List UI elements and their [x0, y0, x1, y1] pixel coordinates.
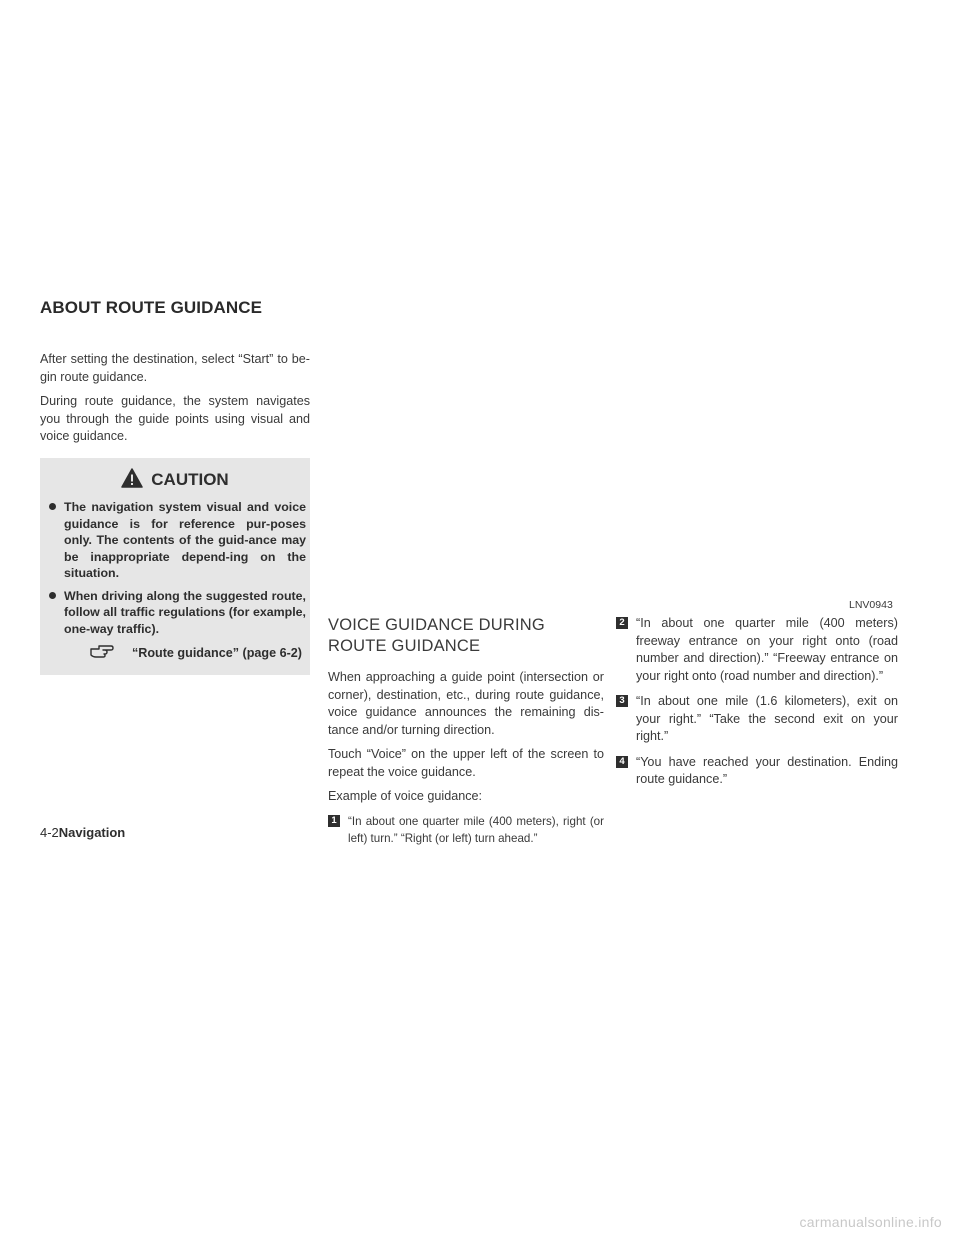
example-item — [616, 615, 898, 685]
number-badge: 2 — [616, 617, 628, 629]
watermark: carmanualsonline.info — [799, 1214, 942, 1230]
left-column — [40, 351, 310, 675]
caution-item: The navigation system visual and voice guidance is for reference pur-poses only. The contents of the guid-ance may be inappropriate depend-ing on the situation. — [44, 499, 306, 582]
voice-paragraph: When approaching a guide point (intersection or corner), destination, etc., during route guidance, voice guidance announces the remaining dis-tance and/or turning direction. — [328, 670, 604, 737]
caution-heading: CAUTION — [151, 469, 229, 489]
section-title: ABOUT ROUTE GUIDANCE — [40, 298, 263, 317]
number-badge: 3 — [616, 695, 628, 707]
example-list — [328, 813, 604, 848]
intro-paragraph: After setting the destination, select “Start” to be-gin route guidance. — [40, 352, 310, 384]
cross-reference — [44, 643, 306, 665]
page-number: 4-2 — [40, 825, 59, 840]
example-item — [616, 754, 898, 789]
footer-section: Navigation — [58, 825, 126, 840]
voice-paragraph: Example of voice guidance: — [328, 789, 483, 803]
example-text: “In about one mile (1.6 kilometers), exit on your right.” “Take the second exit on your right.” — [636, 694, 898, 743]
caution-box — [40, 458, 310, 675]
caution-list — [44, 499, 306, 637]
voice-paragraph: Touch “Voice” on the upper left of the screen to repeat the voice guidance. — [328, 747, 604, 779]
example-text: “In about one quarter mile (400 meters) freeway entrance on your right onto (road number and direction).” “Freeway entrance on your right onto (road number and direction).” — [636, 616, 898, 683]
pointing-hand-icon — [90, 643, 114, 665]
right-column — [616, 615, 898, 797]
middle-column — [328, 615, 604, 856]
intro-paragraph: During route guidance, the system navigates you through the guide points using visual and voice guidance. — [40, 394, 310, 443]
page-footer — [40, 825, 125, 840]
caution-item: When driving along the suggested route, follow all traffic regulations (for example, one-way traffic). — [44, 588, 306, 638]
figure-label: LNV0943 — [849, 599, 893, 611]
example-item — [328, 813, 604, 848]
reference-text: “Route guidance” (page 6-2) — [131, 646, 302, 660]
number-badge: 4 — [616, 756, 628, 768]
example-text: “You have reached your destination. Ending route guidance.” — [636, 754, 898, 786]
voice-guidance-title: VOICE GUIDANCE DURING ROUTE GUIDANCE — [328, 616, 545, 655]
warning-triangle-icon — [121, 468, 143, 492]
example-list — [616, 615, 898, 789]
example-item — [616, 693, 898, 746]
example-text: “In about one quarter mile (400 meters), right (or left) turn.” “Right (or left) turn ahead.” — [348, 814, 604, 845]
caution-header — [44, 468, 306, 492]
number-badge: 1 — [328, 815, 340, 827]
